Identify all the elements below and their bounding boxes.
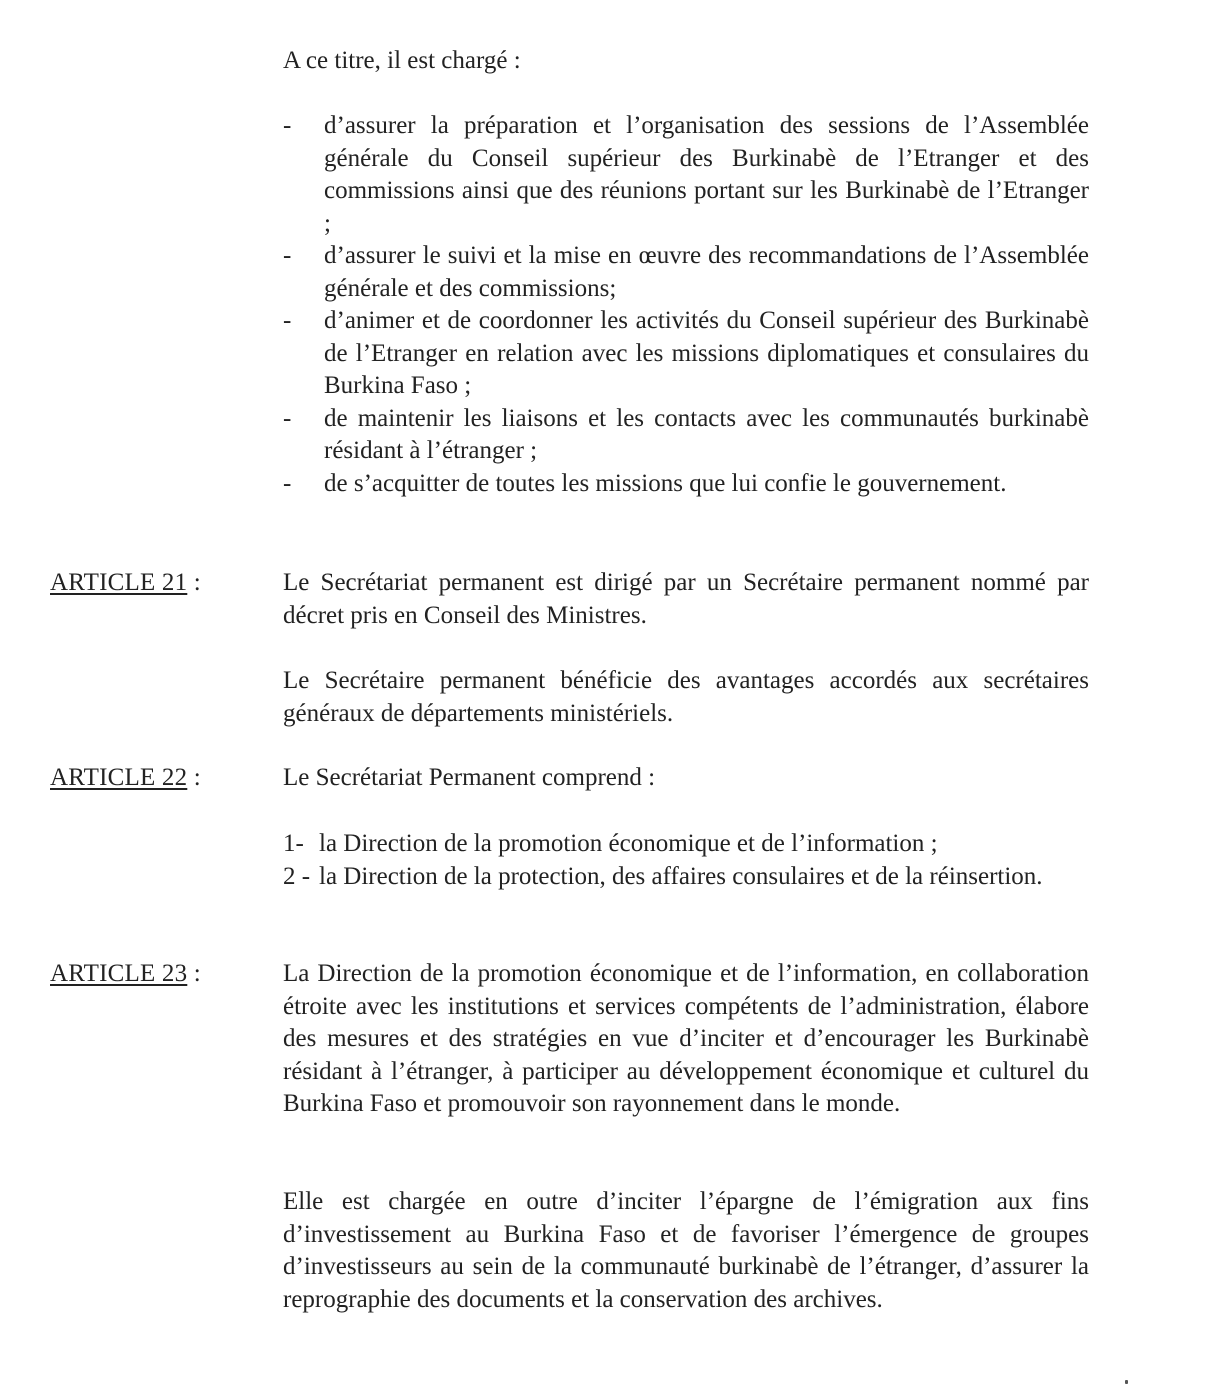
duty-item — [283, 305, 1089, 403]
article-21-heading — [50, 567, 201, 600]
article-21-paragraph-2: Le Secrétaire permanent bénéficie des avantages accordés aux secrétaires généraux de départements ministériels. — [283, 667, 1089, 727]
article-22-heading — [50, 762, 201, 795]
duty-item — [283, 468, 1089, 501]
intro-line: A ce titre, il est chargé : — [283, 47, 521, 74]
directions-list — [283, 828, 1089, 893]
article-23-label: ARTICLE 23 — [50, 960, 188, 987]
duty-text: de s’acquitter de toutes les missions que lui confie le gouvernement. — [324, 469, 1007, 497]
bullet-dash: - — [283, 242, 292, 269]
direction-item — [283, 828, 1089, 861]
article-22-label: ARTICLE 22 — [50, 764, 188, 791]
direction-item — [283, 861, 1089, 894]
duty-text: de maintenir les liaisons et les contacts avec les communautés burkinabè résidant à l’étranger ; — [324, 404, 1089, 464]
article-22-paragraph-1: Le Secrétariat Permanent comprend : — [283, 764, 656, 791]
article-23-paragraph-1: La Direction de la promotion économique et de l’information, en collaboration étroite avec les institutions et services compétents de l’administration, élabore des mesures et des stratégies en vue d’inciter et d’encourager les Burkinabè résidant à l’étranger, à participer au développement économique et culturel du Burkina Faso et promouvoir son rayonnement dans le monde. — [283, 960, 1089, 1117]
article-22-colon: : — [187, 764, 201, 791]
direction-text: la Direction de la protection, des affaires consulaires et de la réinsertion. — [319, 862, 1043, 890]
duty-item — [283, 240, 1089, 305]
article-21-paragraph-1: Le Secrétariat permanent est dirigé par un Secrétaire permanent nommé par décret pris en Conseil des Ministres. — [283, 569, 1089, 629]
direction-number: 1- — [283, 830, 304, 857]
article-23-colon: : — [187, 960, 201, 987]
article-23-heading — [50, 958, 201, 991]
duty-item — [283, 403, 1089, 468]
bullet-dash: - — [283, 404, 292, 432]
bullet-dash: - — [283, 469, 292, 497]
scan-speck — [1125, 1380, 1128, 1384]
duty-text: d’assurer la préparation et l’organisation des sessions de l’Assemblée générale du Conseil supérieur des Burkinabè de l’Etranger et des commissions ainsi que des réunions portant sur les Burkinabè de l’Etranger ; — [324, 112, 1089, 237]
duty-text: d’animer et de coordonner les activités du Conseil supérieur des Burkinabè de l’Etranger en relation avec les missions diplomatiques et consulaires du Burkina Faso ; — [324, 307, 1089, 399]
bullet-dash: - — [283, 112, 292, 139]
duties-list — [283, 110, 1089, 500]
duty-item — [283, 110, 1089, 240]
bullet-dash: - — [283, 307, 292, 334]
duty-text: d’assurer le suivi et la mise en œuvre des recommandations de l’Assemblée générale et des commissions; — [324, 242, 1089, 302]
article-21-colon: : — [187, 569, 201, 596]
direction-number: 2 - — [283, 862, 311, 890]
article-21-label: ARTICLE 21 — [50, 569, 188, 596]
article-23-paragraph-2: Elle est chargée en outre d’inciter l’épargne de l’émigration aux fins d’investissement au Burkina Faso et de favoriser l’émergence de groupes d’investisseurs au sein de la communauté burkinabè de l’étranger, d’assurer la reprographie des documents et la conservation des archives. — [283, 1188, 1089, 1313]
direction-text: la Direction de la promotion économique et de l’information ; — [319, 830, 938, 857]
